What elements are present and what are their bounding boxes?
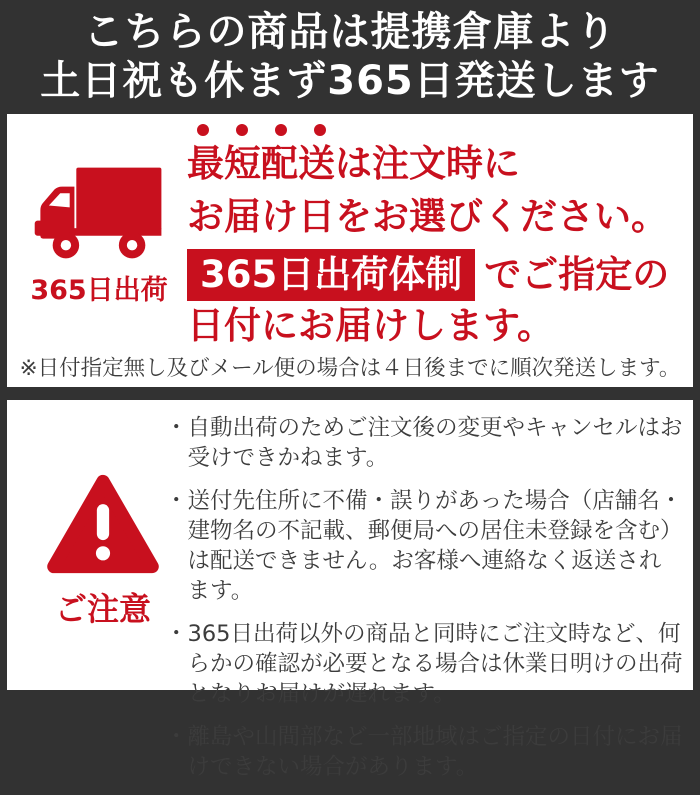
caution-bullet-list (165, 413, 683, 795)
shipping-heading-line1: 最短配送は注文時に (187, 142, 520, 185)
emphasis-dot (275, 124, 287, 136)
after-highlight-text: でご指定の (484, 253, 670, 296)
shipping-text-block (187, 124, 669, 351)
shipping-heading-line4: 日付にお届けします。 (187, 304, 555, 347)
bullet-text: 自動出荷のためご注文後の変更やキャンセルはお受けできかねます。 (187, 415, 683, 471)
emphasis-dot (197, 124, 209, 136)
shipping-heading-line3 (187, 249, 669, 301)
header-line-2: 土日祝も休まず365日発送します (40, 58, 660, 104)
delivery-truck-icon (30, 162, 168, 266)
caution-bullet-item (165, 486, 683, 606)
caution-label: ご注意 (54, 590, 151, 628)
bullet-marker: ・ (165, 488, 188, 514)
caution-bullet-item (165, 619, 683, 709)
header-line-1: こちらの商品は提携倉庫より (83, 9, 617, 55)
truck-column (23, 162, 175, 307)
emphasis-dot (236, 124, 248, 136)
bullet-text: 離島や山間部など一部地域はご指定の日付にお届けできない場合があります。 (187, 724, 683, 780)
emphasis-dots (197, 124, 669, 137)
warning-triangle-icon (45, 472, 161, 576)
bullet-marker: ・ (165, 724, 188, 750)
shipping-note: ※日付指定無し及びメール便の場合は４日後までに順次発送します。 (19, 356, 681, 381)
highlight-badge: 365日出荷体制 (187, 249, 475, 301)
caution-bullet-item (165, 413, 683, 473)
panel-divider (0, 387, 700, 400)
truck-label: 365日出荷 (30, 275, 168, 306)
shipping-panel (7, 114, 693, 387)
bullet-marker: ・ (165, 621, 188, 647)
bullet-marker: ・ (165, 415, 188, 441)
emphasis-dot (314, 124, 326, 136)
caution-bullet-item (165, 722, 683, 782)
bullet-text: 365日出荷以外の商品と同時にご注文時など、何らかの確認が必要となる場合は休業日明けの出荷となりお届けが遅れます。 (187, 621, 683, 707)
bullet-text: 送付先住所に不備・誤りがあった場合（店舗名・建物名の不記載、郵便局への居住未登録を含む）は配送できません。お客様へ連絡なく返送されます。 (187, 488, 683, 604)
caution-column (33, 472, 173, 630)
caution-panel (7, 400, 693, 780)
header-banner (0, 0, 700, 114)
shipping-heading-line2: お届け日をお選びください。 (187, 195, 668, 238)
